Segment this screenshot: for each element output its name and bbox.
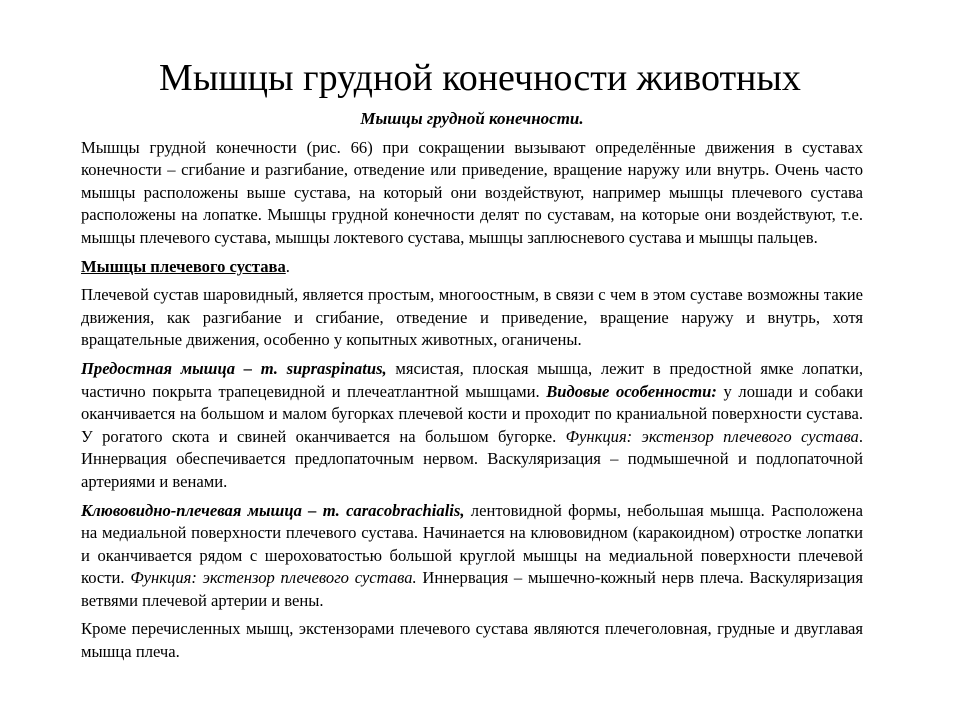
coracobrachialis-name: Клювовидно-плечевая мышца – m. caracobrachialis,	[81, 500, 465, 520]
intro-paragraph: Мышцы грудной конечности (рис. 66) при сокращении вызывают определённые движения в суставах конечности – сгибание и разгибание, отведение или приведение, вращение наружу или внутрь. Очень часто мышцы расположены выше сустава, на который они воздействуют, например мышцы плечевого сустава расположены на лопатке. Мышцы грудной конечности делят по суставам, на которые они воздействуют, т.е. мышцы плечевого сустава, мышцы локтевого сустава, мышцы заплюсневого сустава и мышцы пальцев.	[81, 137, 863, 247]
shoulder-heading: Мышцы плечевого сустава	[81, 256, 286, 276]
shoulder-heading-line	[81, 256, 863, 279]
shoulder-paragraph: Плечевой сустав шаровидный, является простым, многоостным, в связи с чем в этом суставе возможны такие движения, как разгибание и сгибание, отведение и приведение, вращение наружу и внутрь, хотя вращательные движения, особенно у копытных животных, оганичены.	[81, 285, 863, 350]
supraspinatus-name: Предостная мышца – m. supraspinatus,	[81, 358, 387, 378]
coracobrachialis-function: Функция: экстензор плечевого сустава.	[130, 568, 417, 588]
coracobrachialis-text-2: Иннервация – мышечно-кожный нерв плеча. Васкуляризация ветвями плечевой артерии и вены.	[81, 568, 863, 610]
supraspinatus-text-3: . Иннервация обеспечивается предлопаточным нервом. Васкуляризация – подмышечной и подлопаточной артериями и венами.	[81, 426, 864, 491]
section-subtitle: Мышцы грудной конечности.	[360, 109, 584, 128]
slide-content	[81, 108, 863, 670]
outro-paragraph: Кроме перечисленных мышц, экстензорами плечевого сустава являются плечеголовная, грудные и двуглавая мышца плеча.	[81, 619, 863, 662]
coracobrachialis-paragraph	[81, 500, 863, 613]
supraspinatus-features-label: Видовые особенности:	[546, 381, 717, 401]
coracobrachialis-text-1: лентовидной формы, небольшая мышца. Расположена на медиальной поверхности плечевого сустава. Начинается на клювовидном (каракоидном) отростке лопатки и оканчивается рядом с шероховатостью большой круглой мышцы на медиальной поверхности плечевой кости.	[81, 500, 864, 588]
supraspinatus-paragraph	[81, 358, 863, 494]
supraspinatus-text-2: у лошади и собаки оканчивается на большом и малом бугорках плечевой кости и проходит по краниальной поверхности сустава. У рогатого скота и свиней оканчивается на большом бугорке.	[81, 381, 863, 446]
slide-title: Мышцы грудной конечности животных	[159, 57, 801, 99]
supraspinatus-function: Функция: экстензор плечевого сустава	[565, 426, 859, 446]
shoulder-heading-suffix: .	[285, 256, 290, 276]
supraspinatus-text-1: мясистая, плоская мышца, лежит в предостной ямке лопатки, частично покрыта трапецевидной и плечеатлантной мышцами.	[81, 358, 863, 401]
